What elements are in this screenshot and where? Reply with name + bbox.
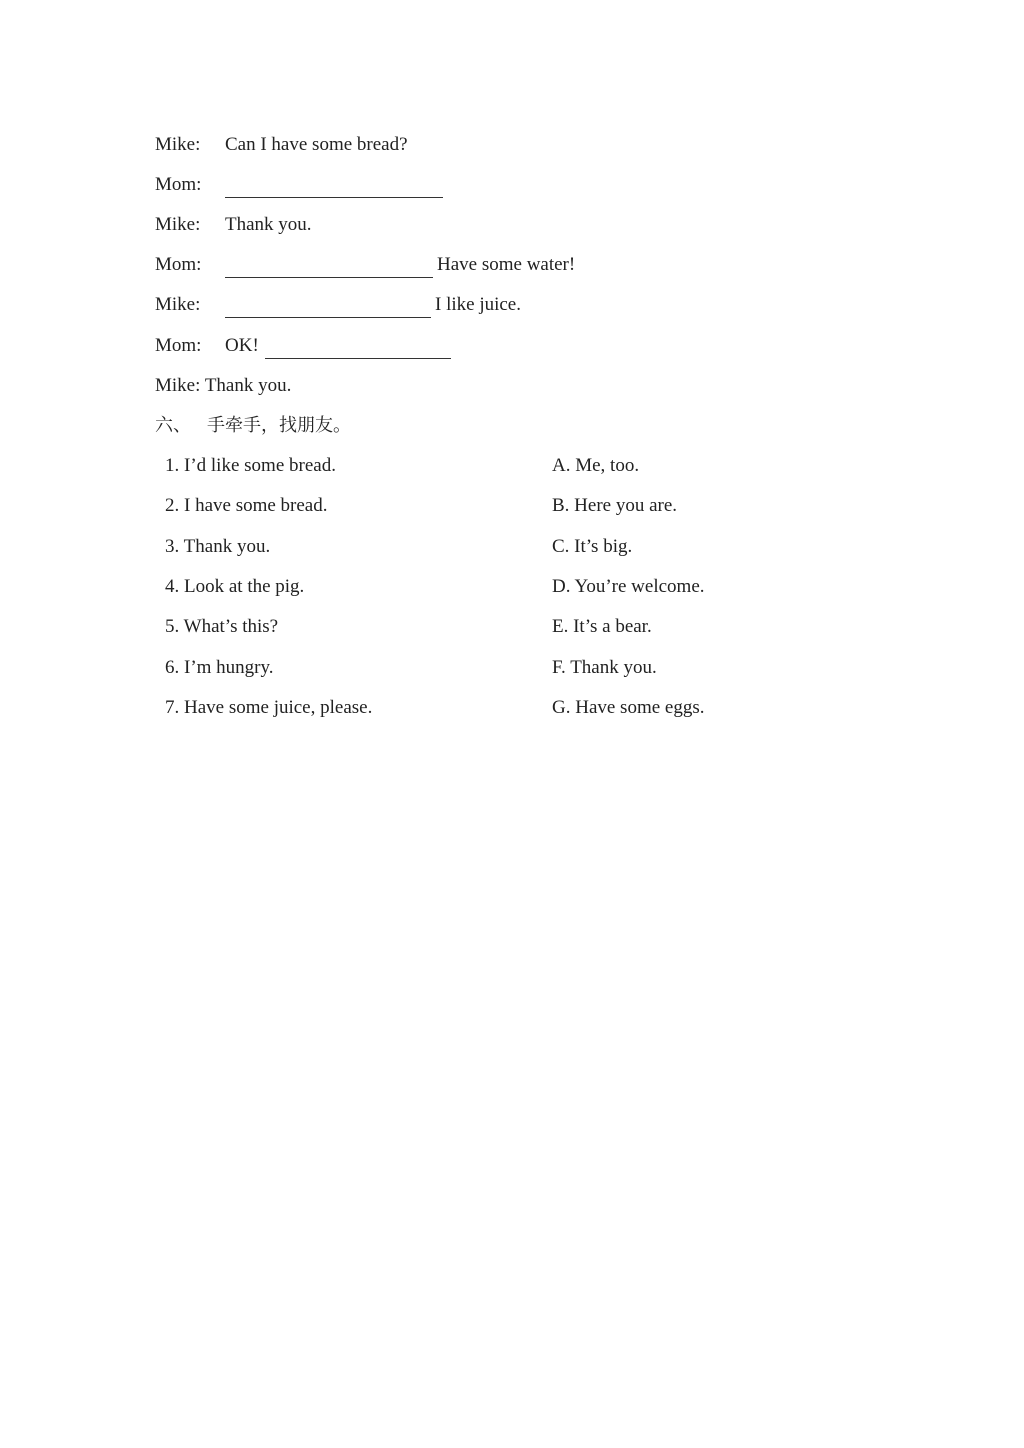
utterance xyxy=(225,252,575,278)
answer-blank[interactable] xyxy=(225,297,431,318)
match-left-item: 2. I have some bread. xyxy=(165,495,328,516)
match-right-item: B. Here you are. xyxy=(552,495,678,516)
match-right-item: F. Thank you. xyxy=(552,657,657,678)
match-right-item: D. You’re welcome. xyxy=(552,576,705,597)
match-right-item: E. It’s a bear. xyxy=(552,616,652,637)
utterance-text: Thank you. xyxy=(204,375,292,396)
speaker-label: Mike: xyxy=(155,214,201,235)
match-left-item: 1. I’d like some bread. xyxy=(165,455,336,476)
section-number: 六、 xyxy=(155,415,191,436)
utterance xyxy=(225,172,447,198)
utterance xyxy=(225,132,408,158)
match-right-item: C. It’s big. xyxy=(552,536,633,557)
utterance xyxy=(225,292,521,318)
speaker-label: Mom: xyxy=(155,254,202,275)
utterance xyxy=(225,212,312,238)
match-left-item: 7. Have some juice, please. xyxy=(165,697,373,718)
match-left-item: 5. What’s this? xyxy=(165,616,279,637)
speaker-label: Mom: xyxy=(155,174,202,195)
match-right-item: G. Have some eggs. xyxy=(552,697,705,718)
answer-blank[interactable] xyxy=(225,257,433,278)
answer-blank[interactable] xyxy=(265,338,451,359)
match-right-item: A. Me, too. xyxy=(552,455,640,476)
utterance xyxy=(225,333,455,359)
speaker-label: Mike: xyxy=(155,294,201,315)
utterance-text: OK! xyxy=(225,335,259,356)
answer-blank[interactable] xyxy=(225,177,443,198)
dialogue-line xyxy=(155,373,291,399)
speaker-label: Mike: xyxy=(155,375,201,396)
match-left-item: 4. Look at the pig. xyxy=(165,576,305,597)
utterance-text: Have some water! xyxy=(437,254,576,275)
match-left-item: 6. I’m hungry. xyxy=(165,657,274,678)
speaker-label: Mom: xyxy=(155,335,202,356)
match-left-item: 3. Thank you. xyxy=(165,536,271,557)
utterance-text: Can I have some bread? xyxy=(225,134,408,155)
utterance-text: Thank you. xyxy=(225,214,312,235)
speaker-label: Mike: xyxy=(155,134,201,155)
section-title: 手牵手，找朋友。 xyxy=(207,415,351,436)
utterance-text: I like juice. xyxy=(435,294,521,315)
section-heading xyxy=(155,413,351,439)
